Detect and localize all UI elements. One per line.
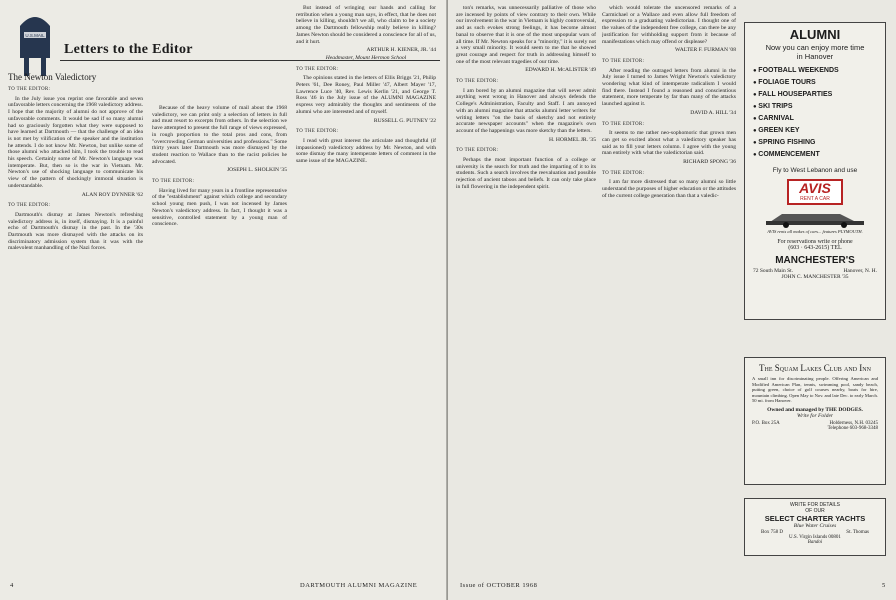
manchester-address-street: 72 South Main St. xyxy=(753,268,794,274)
letter-text: But instead of wringing our hands and calling for retribution when a young man says, in effect, that he does not believe in killing, shouldn't we all, who claim to be a society among the Dartmouth fellowship really believe in killing? James Newton should be considered a conscience for all of us, and it hurt. xyxy=(296,5,436,45)
column-5 xyxy=(602,5,736,575)
letter-signature: ARTHUR H. KIENER, JR. '44 xyxy=(366,47,436,54)
event-label: CARNIVAL xyxy=(758,115,794,122)
letter-text: I am bored by an alumni magazine that will never admit anything went wrong in Hanover and always defends the College's Administration, Faculty and Staff. I am annoyed with an alumni magazine that attacks alumni letter writers for writing letters "on the basis of sketchy and not entirely accurate newspaper accounts" when the magazine's own account of the happenings was more sketchy than the letters. xyxy=(456,87,596,134)
page-number: 4 xyxy=(10,582,14,589)
bullet-icon: ● xyxy=(753,116,759,122)
section-heading: The Newton Valedictory xyxy=(8,72,97,82)
squam-box: P.O. Box 25A xyxy=(752,420,780,426)
squam-title: The Squam Lakes Club and Inn xyxy=(759,363,871,373)
salutation: TO THE EDITOR: xyxy=(8,203,51,209)
letter-text: The opinions stated in the letters of Ellis Briggs '21, Philip Peters '61, Dee Roney, Paul Miller '47, Albert Mayer '17, Lawrence Luce '40, Rev. Lewis Kerlin '21, and George T. Ross '46 in the July issue of the ALUMNI MAGAZINE express very admirably the thoughts and sentiments of the alumni who are interested and of myself. xyxy=(296,75,436,115)
mailbox-text: U.S.MAIL xyxy=(25,33,45,38)
column-3 xyxy=(296,5,436,575)
letter-signature: DAVID A. HILL '34 xyxy=(690,109,736,116)
squam-address xyxy=(745,419,885,426)
ad-subtitle: Now you can enjoy more time in Hanover xyxy=(765,43,865,61)
letter-text: It seems to me rather neo-sophomoric that grown men can get so excited about what a valedictory speaker has said as to fill your letters column. I agree with the young man entirely with what the valedictorian said. xyxy=(602,130,736,157)
event-label: COMMENCEMENT xyxy=(758,151,820,158)
salutation: TO THE EDITOR: xyxy=(8,87,51,92)
letter-signature: EDWARD H. McALISTER '49 xyxy=(525,67,596,74)
salutation: TO THE EDITOR: xyxy=(456,79,499,85)
event-item xyxy=(753,125,885,137)
yacht-sub: Blue Water Cruises xyxy=(793,523,837,529)
reservations-phone: (603 · 643-2615) TEL xyxy=(788,245,842,251)
avis-caption: AVIS rents all makes of cars... features PLYMOUTH. xyxy=(767,229,863,234)
letter-text: Because of the heavy volume of mail about the 1968 valedictory, we can print only a selection of letters in full and must resort to excerpts from others. In the selection we have attempted to present the full range of views expressed, in rough proportion to the total pros and cons, from "overcrowding German universities and professions." Some thirty years later Dartmouth was more dismayed by the student reaction to Wallace than to the racist policies he advocated. xyxy=(152,105,287,165)
event-item xyxy=(753,65,885,77)
salutation: TO THE EDITOR: xyxy=(456,148,499,154)
squam-desc: A small inn for discriminating people. Offering American and Modified American Plan, tennis, swimming pool, sandy beach, putting green, choice of golf courses nearby, boats for hire, mountain climbing. Open May to Nov. and late Dec. to early March. 50 mi. from Hanover. xyxy=(752,376,878,404)
yacht-charter-ad xyxy=(744,498,886,556)
salutation: TO THE EDITOR: xyxy=(152,179,195,185)
letter-text: After reading the outraged letters from alumni in the July issue I turned to James Wright Newton's valedictory wondering what kind of intemperate radicalism I would find there. Instead I found a reasoned and conscientious statement, more temperate by far than many of the attacks launched against it. xyxy=(602,67,736,108)
mailbox-icon xyxy=(16,6,54,78)
avis-rent-text: RENT A CAR xyxy=(800,196,830,202)
yacht-title: SELECT CHARTER YACHTS xyxy=(764,514,866,523)
letter-signature: JOSEPH L. SHOLKIN '35 xyxy=(226,167,287,174)
issue-date: Issue of OCTOBER 1968 xyxy=(460,582,538,589)
event-label: SKI TRIPS xyxy=(758,103,793,110)
letter-text: ton's remarks, was unnecessarily palliative of those who are incensed by points of view contrary to their own. While our involvement in the war in Vietnam is highly controversial, and as such evokes strong feelings, it has become almost banal to observe that it is one of the most unpopular wars of all time. If Mr. Newton speaks for a "minority," it is surely not a very small minority. It would seem to me that he showed great courage and respect for truth in addressing himself to one of the most relevant tragedies of our time. xyxy=(456,5,596,65)
yacht-town: St. Thomas xyxy=(846,530,869,535)
letter-text: Perhaps the most important function of a college or university is the search for truth and the imparting of it to its students. Such a search involves the reevaluation and possible rejection of ancient taboos and beliefs. It can only take place in full flowering in the independent spirit. xyxy=(456,157,596,190)
bullet-icon: ● xyxy=(753,128,759,134)
event-item xyxy=(753,149,885,161)
salutation: TO THE EDITOR: xyxy=(296,66,339,72)
page-number: 5 xyxy=(882,582,886,589)
letter-text: Having lived for many years in a frontline representative of the "establishment" against which college and secondary school young men push, I was not incensed by James Newton's valedictory address. In fact, I thought it was a sensitive, controlled statement by a young man of conscience. xyxy=(152,187,287,228)
event-item xyxy=(753,113,885,125)
event-label: FOLIAGE TOURS xyxy=(758,79,816,86)
page-title: Letters to the Editor xyxy=(64,42,193,57)
column-2 xyxy=(152,105,287,575)
event-list xyxy=(745,65,885,161)
event-label: SPRING FISHING xyxy=(758,139,816,146)
squam-phone: Telephone 603-968-3348 xyxy=(827,425,878,431)
yacht-region: U.S. Virgin Islands 00801 xyxy=(789,535,841,540)
yacht-line-2: OF OUR xyxy=(805,508,825,514)
letter-text: which would tolerate the uncensored remarks of a Carmichael or a Wallace and even allow full freedom of expression to a graduating valedictorian. I thought one of the values of the independent free college, can there be any justification for withholding support from it because of manifestations which may offend or displease? xyxy=(602,5,736,45)
bullet-icon: ● xyxy=(753,68,759,74)
letter-signature: WALTER F. FURMAN '08 xyxy=(675,47,736,54)
letter-text: In the July issue you reprint one favorable and seven unfavorable letters concerning the 1968 valedictory address. I hope that the majority of alumni do not approve of the unfavorable comments. It would be sad if so many alumni had so graciously forgotten what they were supposed to have learned at Dartmouth — that the challenge of an idea is not met by vilification of the speaker and the institution he attends. I do not know Mr. Newton, but unlike some of those alumni who attacked him, I took the trouble to read his speech. Certainly some of Mr. Newton's language was intemperate. But, then so is the war in Vietnam. Mr. Newton's use of shocking language to communicate his view of the pattern of shockingly immoral situation is understandable. xyxy=(8,95,143,189)
event-item xyxy=(753,77,885,89)
letter-signature-title: Headmaster, Mount Hermon School xyxy=(325,54,407,61)
ad-title: ALUMNI xyxy=(789,27,841,42)
letter-signature: ALAN ROY DYNNER '62 xyxy=(81,191,143,198)
letter-signature: RICHARD SPONG '36 xyxy=(683,159,736,166)
yacht-name: Bandoi xyxy=(807,540,823,545)
yacht-line-1: WRITE FOR DETAILS xyxy=(790,502,840,508)
column-4 xyxy=(456,5,596,575)
squam-town: Holderness, N.H. 03245 xyxy=(829,420,878,426)
squam-folder: Write for Folder xyxy=(796,412,834,419)
manchester-address-town: Hanover, N. H. xyxy=(843,268,877,274)
bullet-icon: ● xyxy=(753,80,759,86)
reservations-text: For reservations write or phone xyxy=(777,239,853,245)
event-label: GREEN KEY xyxy=(758,127,800,134)
salutation: TO THE EDITOR: xyxy=(602,58,645,64)
event-item xyxy=(753,137,885,149)
alumni-ad xyxy=(744,22,886,320)
salutation: TO THE EDITOR: xyxy=(602,121,645,127)
avis-logo-text: AVIS xyxy=(799,180,831,196)
squam-lakes-ad xyxy=(744,357,886,485)
yacht-box: Box 758 D xyxy=(761,530,783,535)
car-illustration xyxy=(760,208,870,228)
event-label: FOOTBALL WEEKENDS xyxy=(758,67,839,74)
column-1 xyxy=(8,70,143,575)
letter-signature: H. HORMEL JR. '35 xyxy=(549,136,596,143)
event-label: FALL HOUSEPARTIES xyxy=(758,91,833,98)
letter-text: I read with great interest the articulate and thoughtful (if impassioned) valedictory address by Mr. Newton, and with some dismay the many intemperate letters of comment in the same issue of the MAGAZINE. xyxy=(296,137,436,165)
magazine-name: DARTMOUTH ALUMNI MAGAZINE xyxy=(300,582,418,589)
event-item xyxy=(753,101,885,113)
letter-text: I am far more distressed that so many alumni so little understand the purposes of higher education or the attitudes of the current college generation than that a valedic- xyxy=(602,179,736,199)
manchester-names: JOHN C. MANCHESTER '35 xyxy=(781,274,849,280)
avis-logo xyxy=(787,179,843,205)
bullet-icon: ● xyxy=(753,152,759,158)
salutation: TO THE EDITOR: xyxy=(296,129,339,135)
letter-signature: RUSSELL G. PUTNEY '22 xyxy=(373,117,436,124)
right-page xyxy=(448,0,896,600)
letter-text: Dartmouth's dismay at James Newton's refreshing valedictory address is, in itself, dismaying. It is a painful echo of Dartmouth's dismay in the past. In the '30s Dartmouth was more dismayed with the attacks on its discriminatory admission system than it was with the malevolent manhandling of the Nazi forces. xyxy=(8,211,143,252)
salutation: TO THE EDITOR: xyxy=(602,170,645,176)
ad-fly-text: Fly to West Lebanon and use xyxy=(772,167,858,174)
manchester-title: MANCHESTER'S xyxy=(775,255,855,266)
bullet-icon: ● xyxy=(753,92,759,98)
squam-owner: Owned and managed by THE DODGES. xyxy=(767,406,863,413)
event-item xyxy=(753,89,885,101)
manchester-address xyxy=(745,266,885,274)
bullet-icon: ● xyxy=(753,140,759,146)
bullet-icon: ● xyxy=(753,104,759,110)
